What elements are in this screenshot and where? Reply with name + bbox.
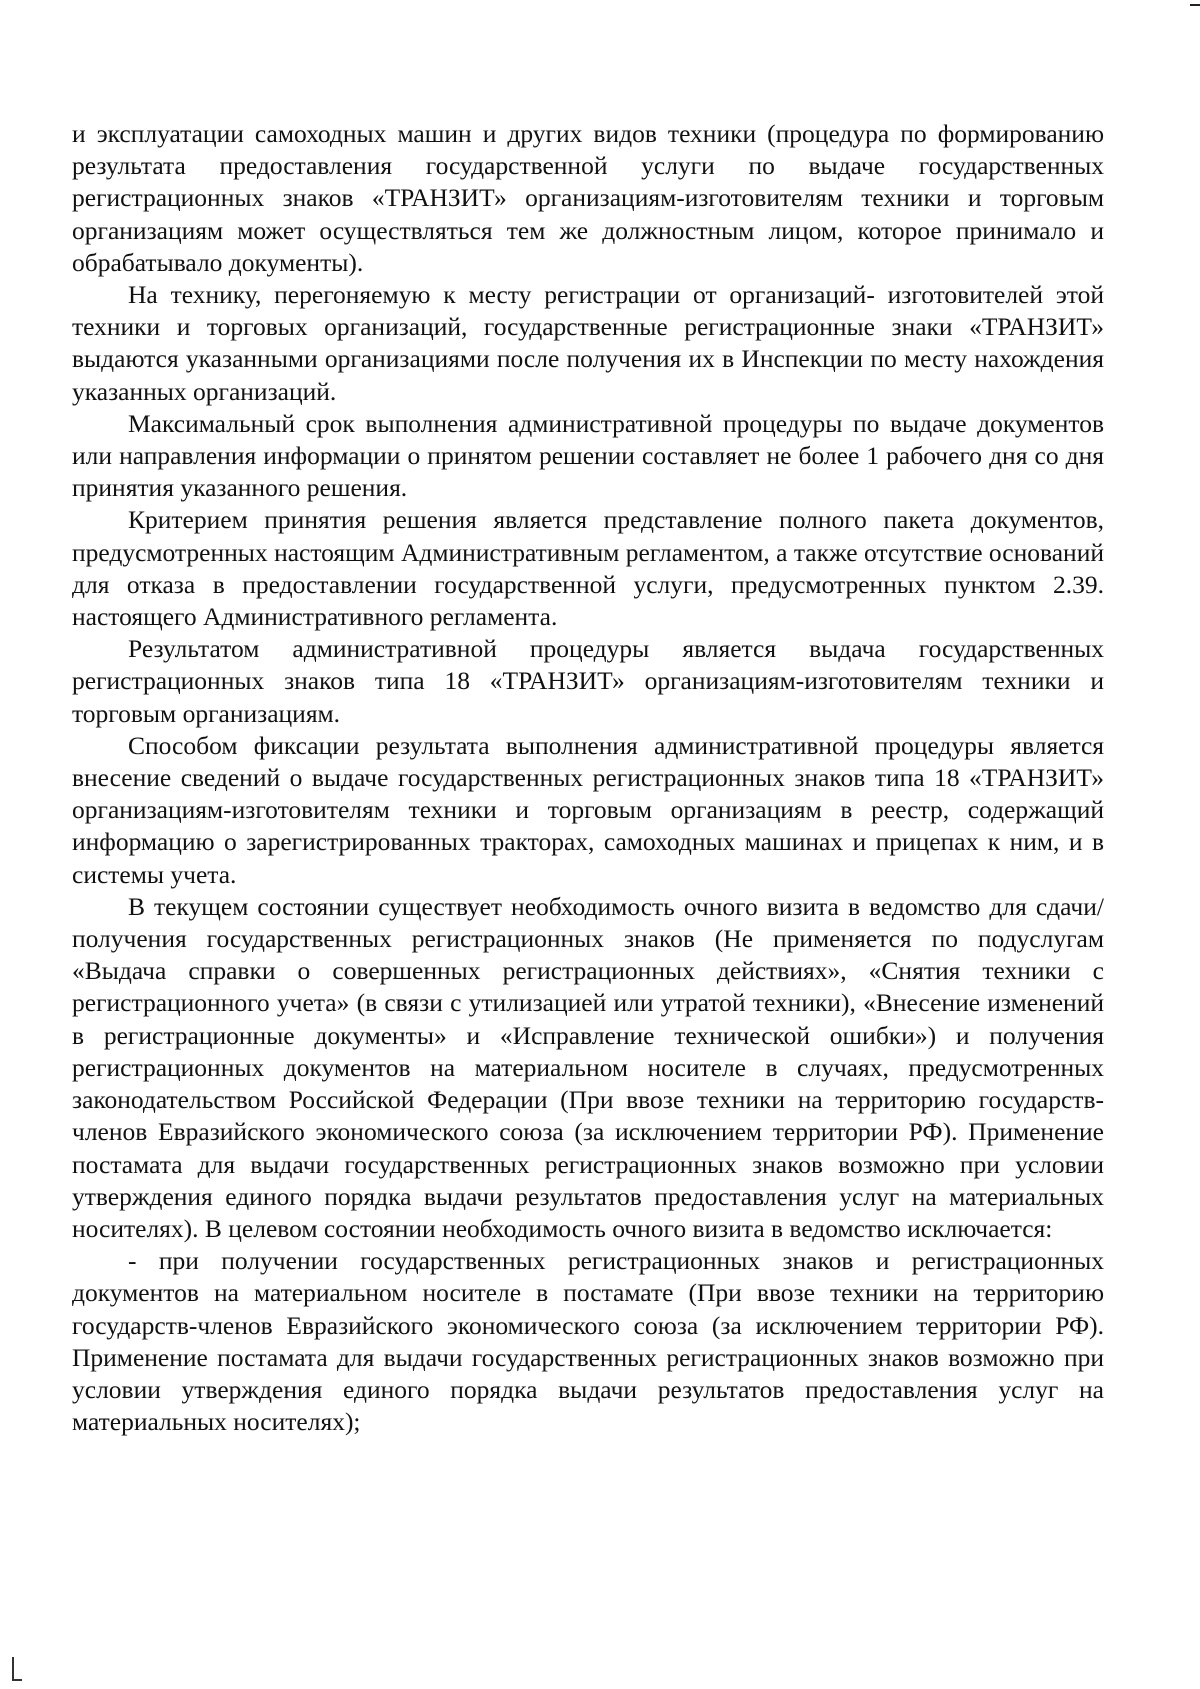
scan-edge-mark-top <box>1190 4 1200 6</box>
paragraph-result-recording: Способом фиксации результата выполнения административной процедуры является внесение сведений о выдаче государственных регистрационных знаков типа 18 «ТРАНЗИТ» организациям-изготовителям техники и торговым организациям в реестр, содержащий информацию о зарегистрированных тракторах, самоходных машинах и прицепах к ним, и в системы учета. <box>72 730 1104 889</box>
paragraph-continuation: и эксплуатации самоходных машин и других видов техники (процедура по формированию результата предоставления государственной услуги по выдаче государственных регистрационных знаков «ТРАНЗИТ» организациям-изготовителям техники и торговым организациям может осуществляться тем же должностным лицом, которое принимало и обрабатывало документы). <box>72 119 1104 277</box>
paragraph-max-term: Максимальный срок выполнения административной процедуры по выдаче документов или направления информации о принятом решении составляет не более 1 рабочего дня со дня принятия указанного решения. <box>72 408 1104 503</box>
paragraph-current-state: В текущем состоянии существует необходимость очного визита в ведомство для сдачи/получения государственных регистрационных знаков (Не применяется по подуслугам «Выдача справки о совершенных регистрационных действиях», «Снятия техники с регистрационного учета» (в связи с утилизацией или утратой техники), «Внесение изменений в регистрационные документы» и «Исправление технической ошибки») и получения регистрационных документов на материальном носителе в случаях, предусмотренных законодательством Российской Федерации (При ввозе техники на территорию государств-членов Евразийского экономического союза (за исключением территории РФ). Применение постамата для выдачи государственных регистрационных знаков возможно при условии утверждения единого порядка выдачи результатов предоставления услуг на материальных носителях). В целевом состоянии необходимость очного визита в ведомство исключается: <box>72 891 1104 1243</box>
document-body <box>72 118 1104 1438</box>
paragraph-decision-criterion: Критерием принятия решения является представление полного пакета документов, предусмотренных настоящим Административным регламентом, а также отсутствие оснований для отказа в предоставлении государственной услуги, предусмотренных пунктом 2.39. настоящего Административного регламента. <box>72 505 1104 632</box>
scan-edge-mark-bottom <box>12 1657 22 1681</box>
paragraph-list-item-postamat: - при получении государственных регистрационных знаков и регистрационных документов на материальном носителе в постамате (При ввозе техники на территорию государств-членов Евразийского экономического союза (за исключением территории РФ). Применение постамата для выдачи государственных регистрационных знаков возможно при условии утверждения единого порядка выдачи результатов предоставления услуг на материальных носителях); <box>72 1246 1104 1437</box>
paragraph-transit-plates-issue: На технику, перегоняемую к месту регистрации от организаций- изготовителей этой техники и торговых организаций, государственные регистрационные знаки «ТРАНЗИТ» выдаются указанными организациями после получения их в Инспекции по месту нахождения указанных организаций. <box>72 280 1104 406</box>
paragraph-procedure-result: Результатом административной процедуры является выдача государственных регистрационных знаков типа 18 «ТРАНЗИТ» организациям-изготовителям техники и торговым организациям. <box>72 634 1104 728</box>
